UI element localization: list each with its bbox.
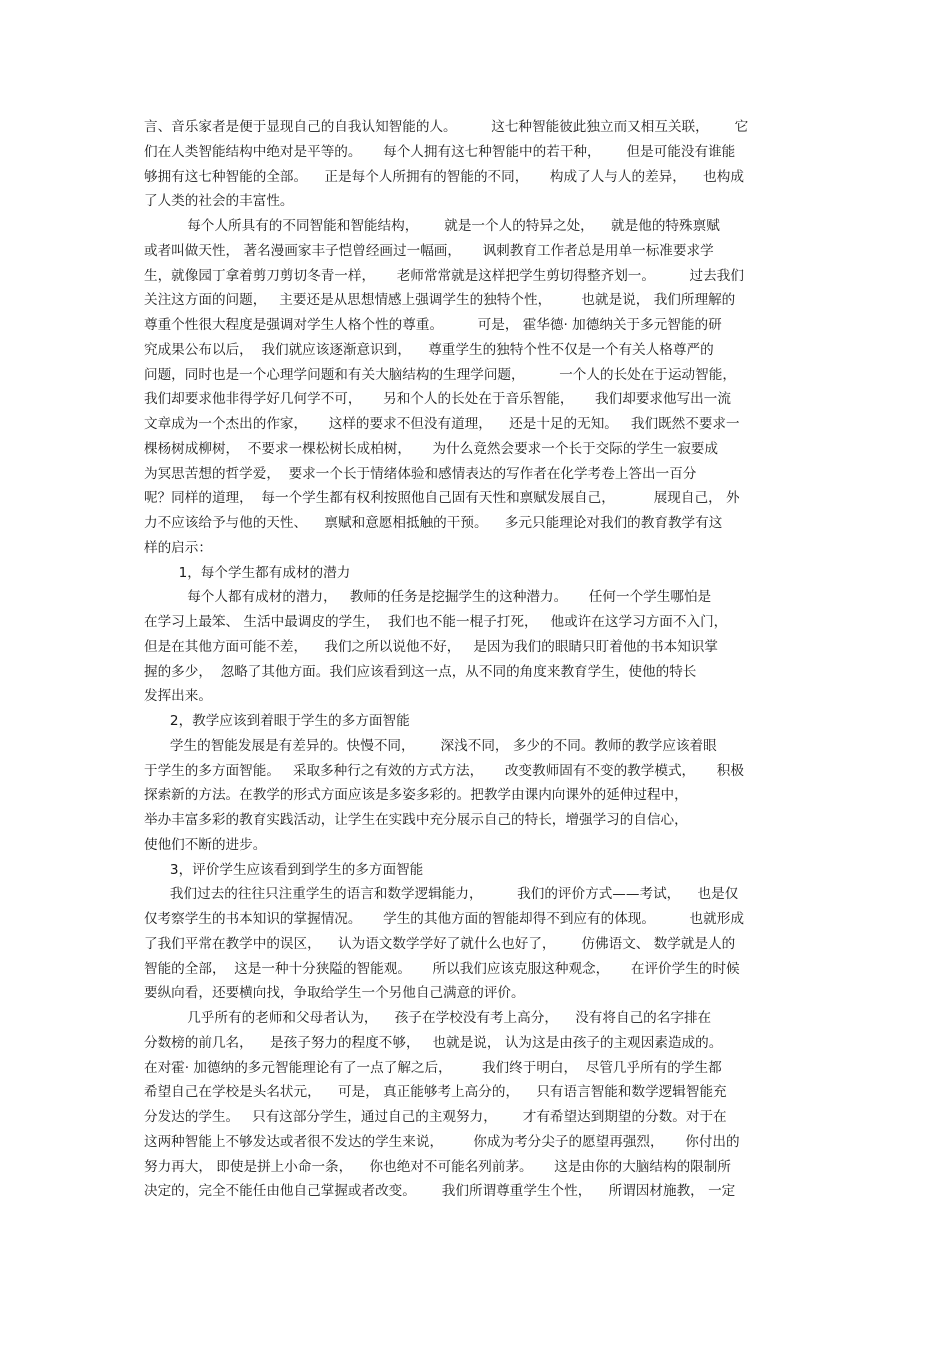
text-line: 希望自己在学校是头名状元， 可是， 真正能够考上高分的， 只有语言智能和数学逻辑智能充 [144, 1084, 727, 1101]
text-line: 握的多少， 忽略了其他方面。我们应该看到这一点，从不同的角度来教育学生，使他的特长 [144, 663, 697, 680]
text-line: 样的启示： [144, 539, 212, 556]
text-line: 呢？同样的道理， 每一个学生都有权利按照他自己固有天性和禀赋发展自己， 展现自己， 外 [144, 490, 740, 507]
text-line: 智能的全部， 这是一种十分狭隘的智能观。 所以我们应该克服这种观念， 在评价学生的时候 [144, 960, 740, 977]
text-line: 2，教学应该到着眼于学生的多方面智能 [144, 713, 410, 729]
text-line: 每个人都有成材的潜力， 教师的任务是挖掘学生的这种潜力。 任何一个学生哪怕是 [144, 589, 712, 606]
text-line: 努力再大， 即使是拼上小命一条， 你也绝对不可能名列前茅。 这是由你的大脑结构的限制所 [144, 1158, 731, 1175]
text-line: 但是在其他方面可能不差， 我们之所以说他不好， 是因为我们的眼睛只盯着他的书本知识掌 [144, 638, 718, 655]
text-line: 文章成为一个杰出的作家， 这样的要求不但没有道理， 还是十足的无知。 我们既然不要求一 [144, 416, 740, 432]
text-line: 学生的智能发展是有差异的。快慢不同， 深浅不同， 多少的不同。教师的教学应该着眼 [144, 737, 717, 754]
text-line: 发挥出来。 [144, 688, 212, 705]
text-line: 探索新的方法。在教学的形式方面应该是多姿多彩的。把教学由课内向课外的延伸过程中， [144, 787, 688, 804]
text-line: 3，评价学生应该看到到学生的多方面智能 [144, 861, 424, 878]
text-line: 于学生的多方面智能。 采取多种行之有效的方式方法， 改变教师固有不变的教学模式， 积极 [144, 762, 744, 779]
text-line: 仅考察学生的书本知识的掌握情况。 学生的其他方面的智能却得不到应有的体现。 也就形成 [144, 911, 744, 927]
text-line: 决定的，完全不能任由他自己掌握或者改变。 我们所谓尊重学生个性， 所谓因材施教， 一定 [144, 1183, 736, 1200]
text-line: 几乎所有的老师和父母者认为， 孩子在学校没有考上高分， 没有将自己的名字排在 [144, 1010, 712, 1026]
text-line: 关注这方面的问题， 主要还是从思想情感上强调学生的独特个性， 也就是说， 我们所理解的 [144, 292, 736, 309]
text-line: 力不应该给予与他的天性、 禀赋和意愿相抵触的干预。 多元只能理论对我们的教育教学有这 [144, 515, 723, 531]
text-line: 了人类的社会的丰富性。 [144, 193, 294, 210]
text-line: 棵杨树成柳树， 不要求一棵松树长成柏树， 为什么竟然会要求一个长于交际的学生一寂要成 [144, 440, 718, 457]
text-line: 我们过去的往往只注重学生的语言和数学逻辑能力， 我们的评价方式——考试， 也是仅 [144, 886, 739, 903]
text-line: 问题，同时也是一个心理学问题和有关大脑结构的生理学问题， 一个人的长处在于运动智能， [144, 366, 736, 383]
text-line: 1，每个学生都有成材的潜力 [144, 564, 351, 581]
text-line: 分数榜的前几名， 是孩子努力的程度不够， 也就是说， 认为这是由孩子的主观因素造成的。 [144, 1034, 723, 1051]
text-line: 够拥有这七种智能的全部。 正是每个人所拥有的智能的不同， 构成了人与人的差异， 也构成 [144, 168, 744, 185]
text-line: 究成果公布以后， 我们就应该逐渐意识到， 尊重学生的独特个性不仅是一个有关人格尊严的 [144, 341, 714, 358]
text-line: 生，就像园丁拿着剪刀剪切冬青一样， 老师常常就是这样把学生剪切得整齐划一。 过去我们 [144, 267, 744, 284]
text-line: 举办丰富多彩的教育实践活动，让学生在实践中充分展示自己的特长，增强学习的自信心， [144, 812, 688, 828]
text-line: 或者叫做天性， 著名漫画家丰子恺曾经画过一幅画， 讽刺教育工作者总是用单一标准要求学 [144, 242, 714, 259]
text-line: 为冥思苦想的哲学爱， 要求一个长于情绪体验和感情表达的写作者在化学考卷上答出一百分 [144, 465, 697, 482]
text-line: 每个人所具有的不同智能和智能结构， 就是一个人的特异之处， 就是他的特殊禀赋 [144, 218, 720, 234]
text-line: 这两种智能上不够发达或者很不发达的学生来说， 你成为考分尖子的愿望再强烈， 你付出的 [144, 1133, 740, 1150]
text-line: 尊重个性很大程度是强调对学生人格个性的尊重。 可是， 霍华德· 加德纳关于多元智能的研 [144, 317, 722, 333]
text-line: 要纵向看，还要横向找，争取给学生一个另他自己满意的评价。 [144, 985, 525, 1002]
text-line: 在对霍· 加德纳的多元智能理论有了一点了解之后， 我们终于明白， 尽管几乎所有的学生都 [144, 1059, 722, 1076]
text-line: 们在人类智能结构中绝对是平等的。 每个人拥有这七种智能中的若干种， 但是可能没有谁能 [144, 143, 736, 160]
text-line: 在学习上最笨、 生活中最调皮的学生， 我们也不能一棍子打死， 他或许在这学习方面不入门， [144, 614, 728, 630]
text-line: 我们却要求他非得学好几何学不可， 另和个人的长处在于音乐智能， 我们却要求他写出一流 [144, 391, 731, 408]
text-line: 使他们不断的进步。 [144, 836, 267, 853]
text-line: 了我们平常在教学中的误区， 认为语文数学学好了就什么也好了， 仿佛语文、 数学就是人的 [144, 935, 736, 952]
text-line: 言、音乐家者是便于显现自己的自我认知智能的人。 这七种智能彼此独立而又相互关联， 它 [144, 119, 749, 135]
text-line: 分发达的学生。 只有这部分学生，通过自己的主观努力， 才有希望达到期望的分数。对于在 [144, 1109, 727, 1125]
